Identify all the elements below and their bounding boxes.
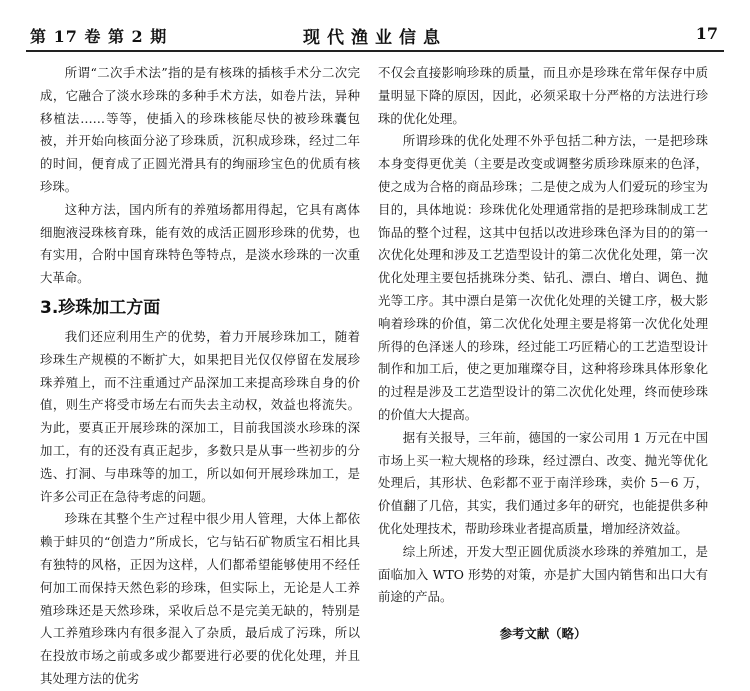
- references-heading: 参考文献（略）: [499, 626, 587, 642]
- page-header: [26, 20, 724, 52]
- paragraph: 这种方法，国内所有的养殖场都用得起，它具有离体细胞液浸珠核育珠，能有效的成活正圆形珍珠的优势，也有实用，合附中国育珠特色等特点，是淡水珍珠的一次重大革命。: [40, 201, 360, 286]
- paragraph: 据有关报导，三年前，德国的一家公司用 1 万元在中国市场上买一粒大规格的珍珠，经过漂白、改变、抛光等优化处理后，其形状、色彩都不亚于南洋珍珠，卖价 5－6 万，价值翻了几倍，其实，我们通过多年的研究，也能提供多种优化处理技术，帮助珍珠业者提高质量，增加经济效益。: [378, 429, 708, 536]
- section-heading: 3.珍珠加工方面: [40, 297, 161, 318]
- page-number: 17: [695, 24, 718, 43]
- paragraph: 综上所述，开发大型正圆优质淡水珍珠的养殖加工，是面临加入 WTO 形势的对策，亦是扩大国内销售和出口大有前途的产品。: [378, 543, 708, 605]
- paragraph: 所谓“二次手术法”指的是有核珠的插核手术分二次完成，它融合了淡水珍珠的多种手术方法，如卷片法，异种移植法……等等，使插入的珍珠核能尽快的被珍珠囊包被，并开始向核面分泌了珍珠质，沉积成珍珠，经过二年的时间，便育成了正圆光滑具有的绚丽珍宝色的优质有核珍珠。: [40, 65, 360, 194]
- right-column: [378, 62, 708, 646]
- issue-label: 第 17 卷 第 2 期: [30, 27, 168, 46]
- paragraph: 不仅会直接影响珍珠的质量，而且亦是珍珠在常年保存中质量明显下降的原因，因此，必须采取十分严格的方法进行珍珠的优化处理。: [378, 65, 708, 126]
- left-column: [40, 62, 360, 691]
- paragraph: 我们还应利用生产的优势，着力开展珍珠加工，随着珍珠生产规模的不断扩大，如果把目光仅仅停留在发展珍珠养殖上，而不注重通过产品深加工来提高珍珠自身的价值，则生产将受市场左右而失去主动权，效益也将流失。为此，要真正开展珍珠的深加工，目前我国淡水珍珠的深加工，有的还没有真正起步，多数只是从事一些初步的分选、打洞、与串珠等的加工，所以如何开展珍珠加工，是许多公司正在急待考虑的问题。: [40, 328, 360, 504]
- journal-title: 现代渔业信息: [303, 28, 447, 48]
- paragraph: 所谓珍珠的优化处理不外乎包括二种方法，一是把珍珠本身变得更优美（主要是改变或调整劣质珍珠原来的色泽，使之成为合格的商品珍珠；二是使之成为人们爱玩的珍宝为目的，具体地说：珍珠优化处理通常指的是把珍珠制成工艺饰品的整个过程，这其中包括以改进珍珠色泽为目的的第一次优化处理和涉及工艺造型设计的第二次优化处理，第一次优化处理主要包括挑珠分类、钻孔、漂白、增白、调色、抛光等工序。其中漂白是第一次优化处理的关键工序，极大影响着珍珠的价值，第二次优化处理主要是将第一次优化处理所得的色泽迷人的珍珠，经过能工巧匠精心的工艺造型设计制作和加工后，使之更加璀璨夺目，这种将珍珠具体形象化的过程是涉及工艺造型设计的第二次优化处理，终而使珍珠的价值大大提高。: [378, 133, 708, 422]
- paragraph: 珍珠在其整个生产过程中很少用人管理，大体上都依赖于蚌贝的“创造力”所成长，它与钻石矿物质宝石相比具有独特的风格，正因为这样，人们都希望能够使用不经任何加工而保持天然色彩的珍珠，但实际上，无论是人工养殖珍珠还是天然珍珠，采收后总不是完美无缺的，特别是人工养殖珍珠内有很多混入了杂质，最后成了污珠，所以在投放市场之前或多或少都要进行必要的优化处理，并且其处理方法的优劣: [40, 511, 360, 686]
